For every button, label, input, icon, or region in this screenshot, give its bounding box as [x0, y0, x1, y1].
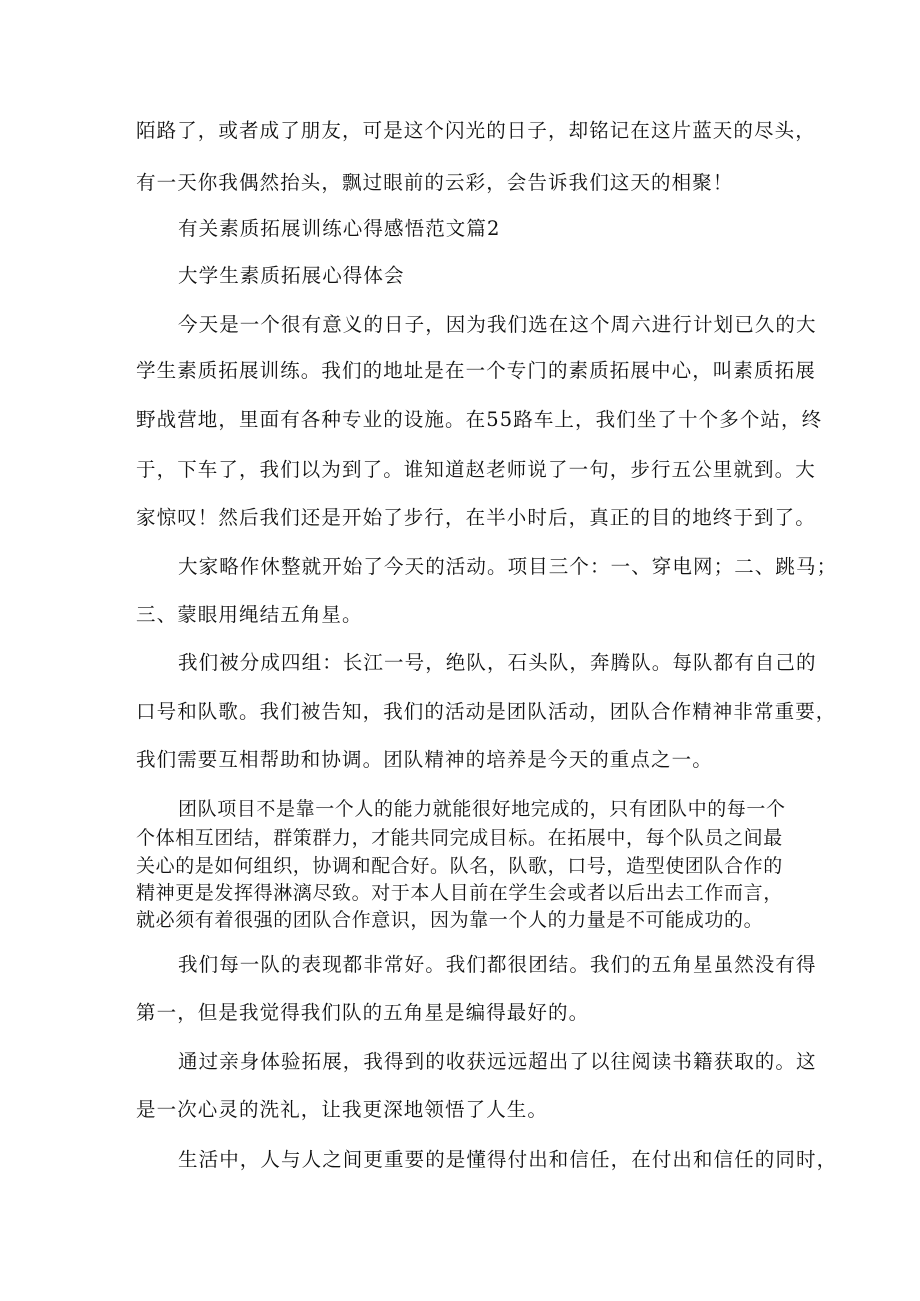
article-title: 大学生素质拓展心得体会 [178, 264, 405, 287]
body-text-line: 团队项目不是靠一个人的能力就能很好地完成的，只有团队中的每一个 [178, 798, 786, 820]
body-text-line: 三、蒙眼用绳结五角星。 [136, 603, 363, 626]
body-text-line: 于，下车了，我们以为到了。谁知道赵老师说了一句，步行五公里就到。大 [136, 458, 816, 481]
body-text-line: 我们每一队的表现都非常好。我们都很团结。我们的五角星虽然没有得 [178, 953, 817, 976]
section-heading: 有关素质拓展训练心得感悟范文篇2 [178, 217, 501, 240]
body-text-line: 野战营地，里面有各种专业的设施。在55路车上，我们坐了十个多个站，终 [136, 408, 823, 431]
body-text-line: 就必须有着很强的团队合作意识，因为靠一个人的力量是不可能成功的。 [136, 909, 764, 931]
body-text-line: 大家略作休整就开始了今天的活动。项目三个：一、穿电网；二、跳马； [178, 555, 838, 578]
body-text-line: 陌路了，或者成了朋友，可是这个闪光的日子，却铭记在这片蓝天的尽头， [136, 119, 816, 142]
body-text-line: 第一，但是我觉得我们队的五角星是编得最好的。 [136, 1001, 590, 1024]
body-text-line: 个体相互团结，群策群力，才能共同完成目标。在拓展中，每个队员之间最 [136, 827, 783, 849]
body-text-line: 我们被分成四组：长江一号，绝队，石头队，奔腾队。每队都有自己的 [178, 651, 817, 674]
body-text-line: 是一次心灵的洗礼，让我更深地领悟了人生。 [136, 1098, 549, 1121]
body-text-line: 口号和队歌。我们被告知，我们的活动是团队活动，团队合作精神非常重要， [136, 700, 837, 723]
body-text-line: 有一天你我偶然抬头，飘过眼前的云彩，会告诉我们这天的相聚！ [136, 171, 734, 194]
body-text-line: 今天是一个很有意义的日子，因为我们选在这个周六进行计划已久的大 [178, 313, 817, 336]
body-text-line: 学生素质拓展训练。我们的地址是在一个专门的素质拓展中心，叫素质拓展 [136, 359, 816, 382]
body-text-line: 家惊叹！然后我们还是开始了步行，在半小时后，真正的目的地终于到了。 [136, 506, 816, 529]
body-text-line: 我们需要互相帮助和协调。团队精神的培养是今天的重点之一。 [136, 748, 713, 771]
body-text-line: 通过亲身体验拓展，我得到的收获远远超出了以往阅读书籍获取的。这 [178, 1050, 817, 1073]
body-text-line: 关心的是如何组织，协调和配合好。队名，队歌，口号，造型使团队合作的 [136, 855, 783, 877]
body-text-line: 生活中，人与人之间更重要的是懂得付出和信任，在付出和信任的同时， [178, 1148, 838, 1171]
body-text-line: 精神更是发挥得淋漓尽致。对于本人目前在学生会或者以后出去工作而言， [136, 882, 783, 904]
